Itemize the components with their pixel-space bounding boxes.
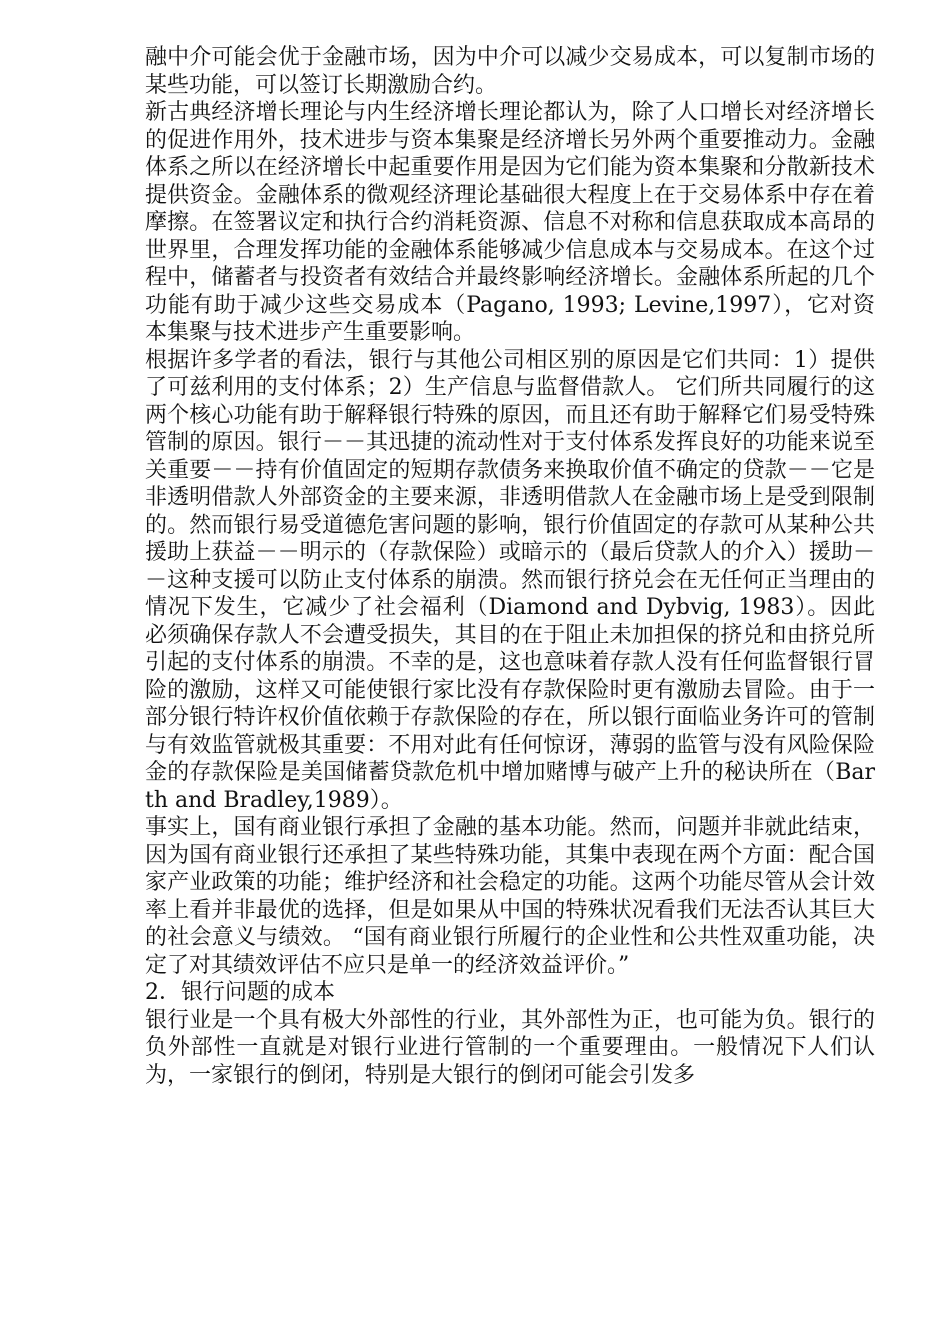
paragraph-growth-theory: 新古典经济增长理论与内生经济增长理论都认为，除了人口增长对经济增长的促进作用外，技术进步与资本集聚是经济增长另外两个重要推动力。金融体系之所以在经济增长中起重要作用是因为它们能为资本集聚和分散新技术提供资金。金融体系的微观经济理论基础很大程度上在于交易体系中存在着摩擦。在签署议定和执行合约消耗资源、信息不对称和信息获取成本高昂的世界里，合理发挥功能的金融体系能够减少信息成本与交易成本。在这个过程中，储蓄者与投资者有效结合并最终影响经济增长。金融体系所起的几个功能有助于减少这些交易成本（Pagano, 1993; Levine,1997），它对资本集聚与技术进步产生重要影响。 — [145, 100, 875, 345]
paragraph-intermediary-advantages: 融中介可能会优于金融市场，因为中介可以减少交易成本，可以复制市场的某些功能，可以签订长期激励合约。 — [145, 45, 875, 98]
paragraph-state-owned-banks: 事实上，国有商业银行承担了金融的基本功能。然而，问题并非就此结束，因为国有商业银行还承担了某些特殊功能，其集中表现在两个方面：配合国家产业政策的功能；维护经济和社会稳定的功能。这两个功能尽管从会计效率上看并非最优的选择，但是如果从中国的特殊状况看我们无法否认其巨大的社会意义与绩效。 “国有商业银行所履行的企业性和公共性双重功能，决定了对其绩效评估不应只是单一的经济效益评价。” — [145, 815, 875, 978]
section-heading: 2．银行问题的成本 — [145, 980, 335, 1005]
document-body — [145, 44, 875, 1089]
paragraph-bank-externalities: 银行业是一个具有极大外部性的行业，其外部性为正，也可能为负。银行的负外部性一直就是对银行业进行管制的一个重要理由。一般情况下人们认为，一家银行的倒闭，特别是大银行的倒闭可能会引发多 — [145, 1007, 875, 1088]
paragraph-bank-functions: 根据许多学者的看法，银行与其他公司相区别的原因是它们共同：1）提供了可兹利用的支付体系；2）生产信息与监督借款人。 它们所共同履行的这两个核心功能有助于解释银行特殊的原因，而且还有助于解释它们易受特殊管制的原因。银行－－其迅捷的流动性对于支付体系发挥良好的功能来说至关重要－－持有价值固定的短期存款债务来换取价值不确定的贷款－－它是非透明借款人外部资金的主要来源，非透明借款人在金融市场上是受到限制的。然而银行易受道德危害问题的影响，银行价值固定的存款可从某种公共援助上获益－－明示的（存款保险）或暗示的（最后贷款人的介入）援助－－这种支援可以防止支付体系的崩溃。然而银行挤兑会在无任何正当理由的情况下发生，它减少了社会福利（Diamond and Dybvig, 1983）。因此必须确保存款人不会遭受损失，其目的在于阻止未加担保的挤兑和由挤兑所引起的支付体系的崩溃。不幸的是，这也意味着存款人没有任何监督银行冒险的激励，这样又可能使银行家比没有存款保险时更有激励去冒险。由于一部分银行特许权价值依赖于存款保险的存在，所以银行面临业务许可的管制与有效监管就极其重要：不用对此有任何惊讶，薄弱的监管与没有风险保险金的存款保险是美国储蓄贷款危机中增加赌博与破产上升的秘诀所在（Barth and Bradley,1989）。 — [145, 347, 875, 813]
